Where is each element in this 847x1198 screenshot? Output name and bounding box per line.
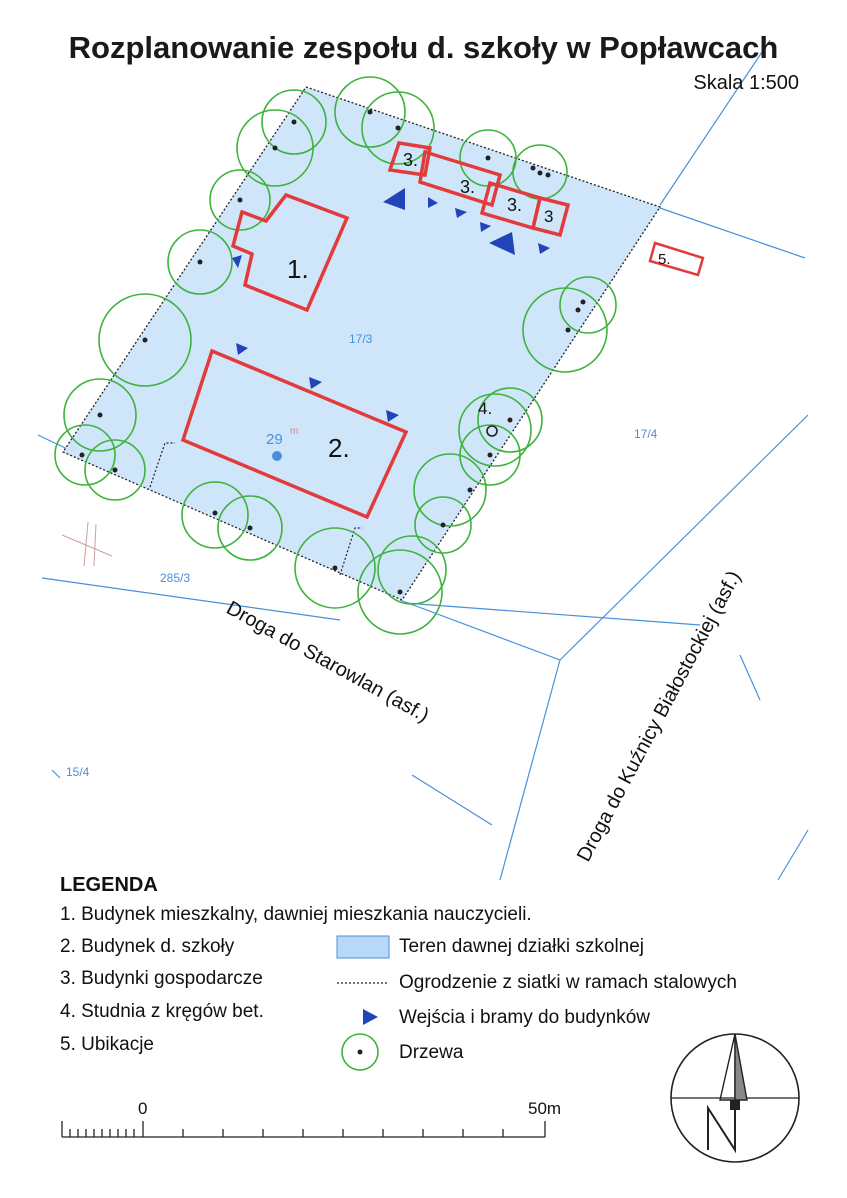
legend-item-4: 4. Studnia z kręgów bet. (60, 1001, 264, 1022)
road-label-starowlan: Droga do Starowlan (asf.) (222, 597, 433, 727)
legend-symbol-tree: Drzewa (399, 1042, 464, 1063)
north-arrow-icon (671, 1034, 799, 1162)
parcel-line (740, 655, 760, 700)
parcel-17-4: 17/4 (634, 427, 658, 441)
scale-bar (62, 1121, 545, 1137)
building-1-label: 1. (287, 254, 309, 284)
parcel-line (500, 660, 560, 880)
legend-plot-swatch (337, 936, 389, 958)
scale-end-label: 50m (528, 1099, 562, 1118)
well-label: 4. (478, 399, 493, 418)
legend-entrance-swatch (363, 1009, 378, 1025)
parcel-line (778, 830, 808, 880)
elevation-value: 29 (266, 431, 283, 448)
building-3d-label: 3 (544, 207, 554, 226)
parcel-17-3: 17/3 (349, 332, 373, 346)
building-5-label: 5. (658, 251, 671, 268)
parcel-line (412, 775, 492, 825)
scale-label: Skala 1:500 (693, 72, 799, 94)
page-title: Rozplanowanie zespołu d. szkoły w Popławcach (68, 30, 779, 65)
elevation-unit: m (290, 426, 299, 437)
parcel-285-3: 285/3 (160, 571, 191, 585)
building-2-label: 2. (328, 433, 350, 463)
building-3b-label: 3. (460, 177, 476, 197)
parcel-line (52, 770, 60, 778)
parcel-line (405, 603, 700, 625)
legend-item-2: 2. Budynek d. szkoły (60, 936, 235, 957)
scale-start-label: 0 (138, 1099, 148, 1118)
survey-mark (62, 522, 112, 566)
parcel-line (42, 578, 340, 620)
legend-symbol-plot: Teren dawnej działki szkolnej (399, 936, 645, 957)
legend-item-5: 5. Ubikacje (60, 1034, 154, 1055)
elevation-point (272, 451, 282, 461)
legend-item-1: 1. Budynek mieszkalny, dawniej mieszkania nauczycieli. (60, 904, 532, 925)
building-3c-label: 3. (507, 195, 523, 215)
legend-title: LEGENDA (60, 874, 158, 896)
road-label-kuznica: Droga do Kuźnicy Białostockiej (asf.) (572, 567, 746, 866)
building-3a-label: 3. (403, 150, 419, 170)
parcel-15-4: 15/4 (66, 765, 90, 779)
legend-symbol-entrance: Wejścia i bramy do budynków (399, 1007, 650, 1028)
legend-symbol-fence: Ogrodzenie z siatki w ramach stalowych (399, 972, 737, 993)
legend-item-3: 3. Budynki gospodarcze (60, 968, 263, 989)
